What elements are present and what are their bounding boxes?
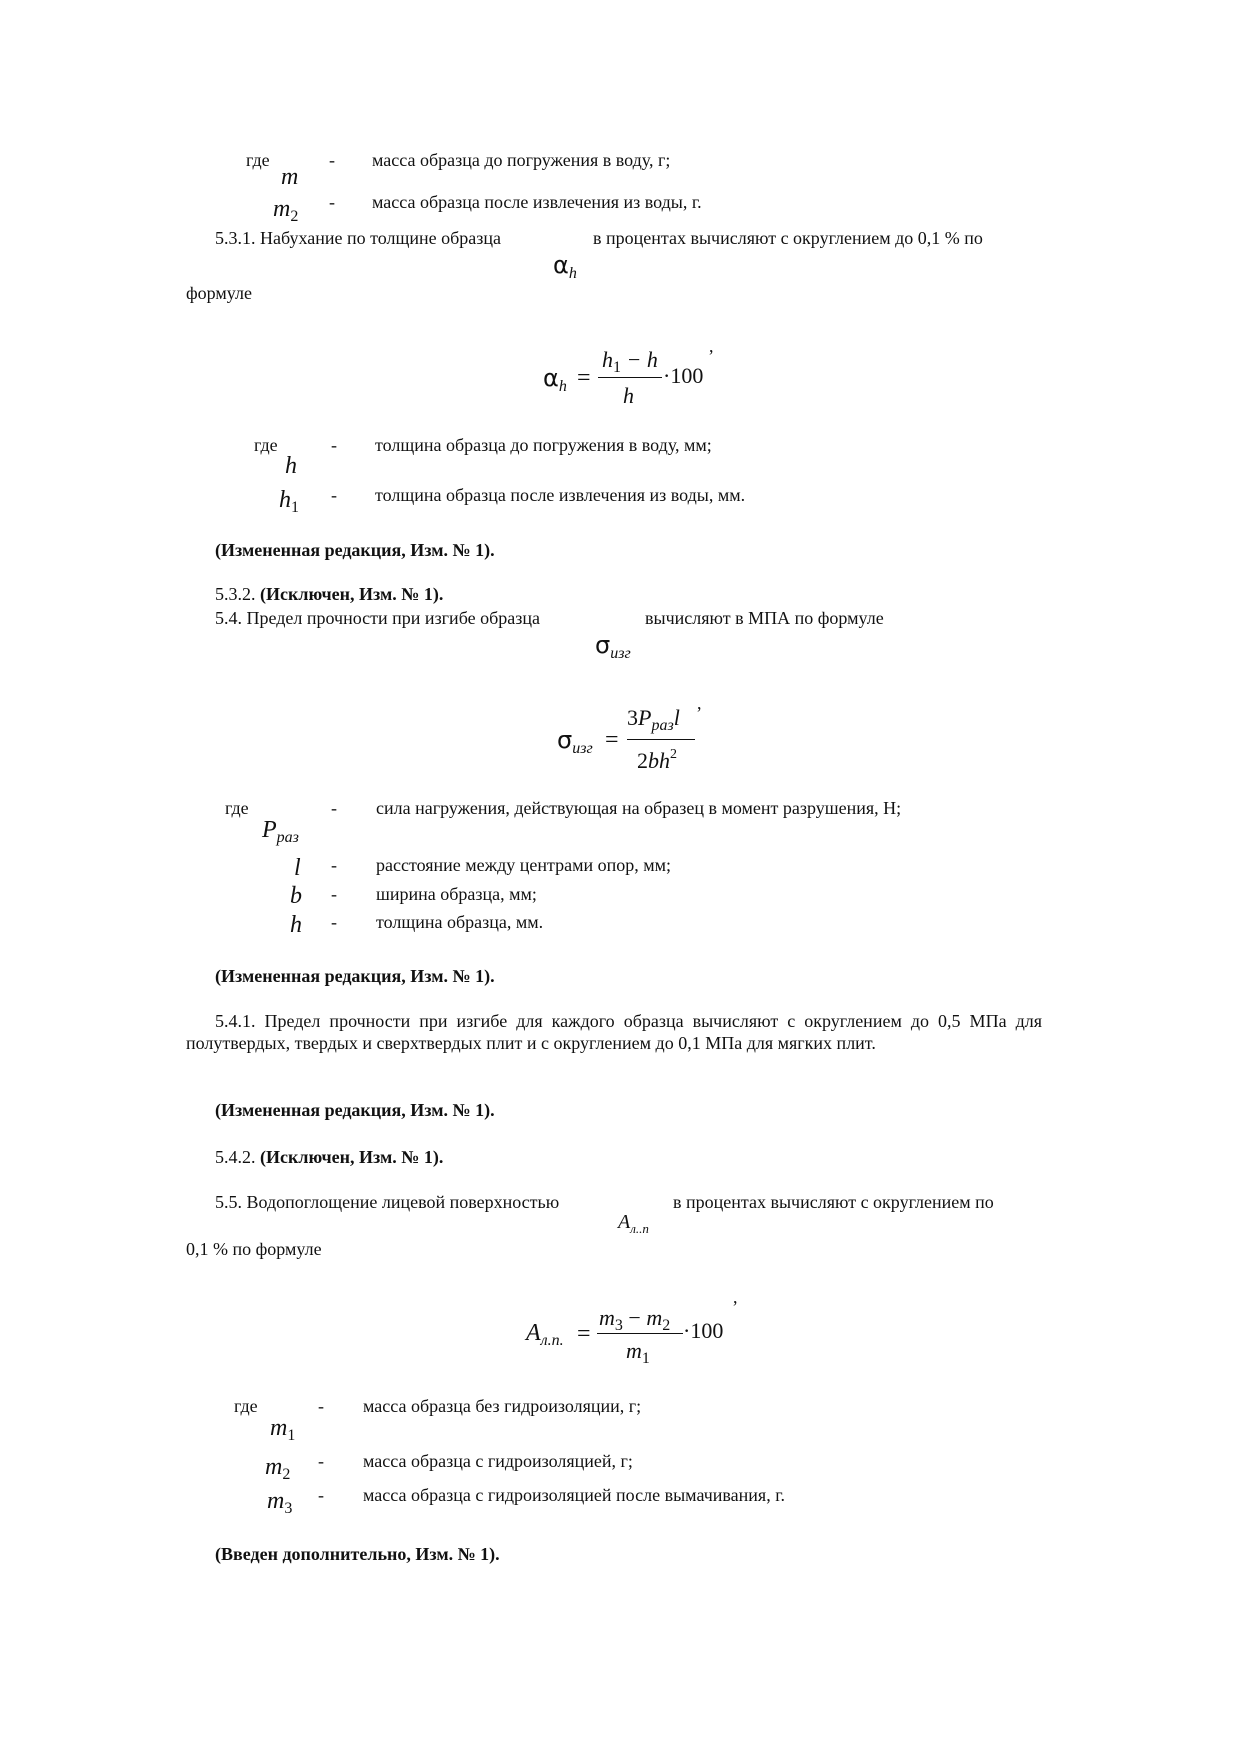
symbol-sigma-bend: σизг bbox=[595, 631, 631, 662]
formula-a-denominator: $m_1$ bbox=[626, 1338, 650, 1367]
formula-sigma-denominator: $2bh^2$ bbox=[637, 747, 677, 773]
formula-alpha-denominator: h bbox=[623, 383, 634, 408]
dash: - bbox=[331, 435, 337, 455]
equals-sign: = bbox=[605, 727, 619, 753]
symbol-m2: $m_2$ bbox=[265, 1454, 291, 1483]
amendment-note: (Измененная редакция, Изм. № 1). bbox=[215, 540, 495, 560]
definition-m2: масса образца после извлечения из воды, г. bbox=[372, 192, 702, 212]
formula-sigma-lhs: σизг bbox=[557, 726, 593, 757]
symbol-h: h bbox=[290, 912, 302, 938]
symbol-l: l bbox=[294, 855, 301, 881]
comma: , bbox=[709, 336, 714, 356]
amendment-note: (Измененная редакция, Изм. № 1). bbox=[215, 1100, 495, 1120]
definition-h: толщина образца, мм. bbox=[376, 912, 544, 932]
dash: - bbox=[318, 1396, 324, 1416]
formula-alpha-numerator: $h_1 - h$ bbox=[602, 347, 658, 376]
amendment-note: (Введен дополнительно, Изм. № 1). bbox=[215, 1544, 500, 1564]
definition-m3: масса образца с гидроизоляцией после вымачивания, г. bbox=[363, 1485, 786, 1505]
dash: - bbox=[331, 912, 337, 932]
formula-sigma-numerator: $3P_{раз}l$ bbox=[627, 705, 680, 734]
definition-p: сила нагружения, действующая на образец в момент разрушения, Н; bbox=[376, 798, 902, 818]
paragraph-5-5-start: 5.5. Водопоглощение лицевой поверхностью bbox=[215, 1192, 560, 1212]
paragraph-5-4-end: вычисляют в МПА по формуле bbox=[645, 608, 884, 628]
formula-a-lhs: $A_{л.п.}$ bbox=[526, 1320, 564, 1349]
where-label: где bbox=[246, 150, 270, 170]
symbol-m2: $m_2$ bbox=[273, 196, 299, 225]
paragraph-5-5-end: в процентах вычисляют с округлением по bbox=[673, 1192, 994, 1212]
dash: - bbox=[331, 798, 337, 818]
paragraph-5-4-2: 5.4.2. (Исключен, Изм. № 1). bbox=[215, 1147, 444, 1167]
dash: - bbox=[329, 192, 335, 212]
symbol-alpha-h: αh bbox=[553, 251, 577, 282]
paragraph-5-4-start: 5.4. Предел прочности при изгибе образца bbox=[215, 608, 540, 628]
paragraph-5-4-1: 5.4.1. Предел прочности при изгибе для каждого образца вычисляют с округлением до 0,5 МПа для полутвердых, твердых и сверхтвердых плит и с округлением до 0,1 МПа для мягких плит. bbox=[186, 1011, 1042, 1053]
definition-m2: масса образца с гидроизоляцией, г; bbox=[363, 1451, 633, 1471]
dash: - bbox=[318, 1451, 324, 1471]
symbol-b: b bbox=[290, 883, 302, 909]
formula-a-numerator: $m_3 - m_2$ bbox=[599, 1305, 671, 1334]
amendment-note: (Измененная редакция, Изм. № 1). bbox=[215, 966, 495, 986]
paragraph-5-3-2: 5.3.2. (Исключен, Изм. № 1). bbox=[215, 584, 444, 604]
where-label: где bbox=[225, 798, 249, 818]
paragraph-5-3-1-cont: формуле bbox=[186, 283, 252, 303]
definition-b: ширина образца, мм; bbox=[376, 884, 537, 904]
symbol-p-break: $P_{раз}$ bbox=[262, 817, 299, 846]
where-label: где bbox=[254, 435, 278, 455]
dash: - bbox=[331, 855, 337, 875]
symbol-m3: $m_3$ bbox=[267, 1488, 293, 1517]
equals-sign: = bbox=[577, 1321, 591, 1347]
paragraph-5-3-1-start: 5.3.1. Набухание по толщине образца bbox=[215, 228, 501, 248]
definition-h1: толщина образца после извлечения из воды, мм. bbox=[375, 485, 746, 505]
definition-h: толщина образца до погружения в воду, мм; bbox=[375, 435, 712, 455]
fraction-bar bbox=[627, 739, 695, 740]
formula-alpha-lhs: αh bbox=[543, 364, 567, 395]
symbol-a-face: $A_{л..п}$ bbox=[618, 1211, 649, 1236]
symbol-m: m bbox=[281, 164, 299, 190]
definition-m1: масса образца без гидроизоляции, г; bbox=[363, 1396, 642, 1416]
formula-a-factor: ·100 bbox=[683, 1318, 724, 1343]
comma: , bbox=[697, 693, 702, 713]
fraction-bar bbox=[598, 377, 662, 378]
symbol-m1: $m_1$ bbox=[270, 1415, 296, 1444]
comma: , bbox=[733, 1287, 738, 1307]
dash: - bbox=[331, 485, 337, 505]
formula-alpha-factor: ·100 bbox=[663, 363, 704, 388]
symbol-h: h bbox=[285, 453, 297, 479]
dash: - bbox=[331, 884, 337, 904]
paragraph-5-5-cont: 0,1 % по формуле bbox=[186, 1239, 322, 1259]
dash: - bbox=[329, 150, 335, 170]
equals-sign: = bbox=[577, 365, 591, 391]
where-label: где bbox=[234, 1396, 258, 1416]
definition-l: расстояние между центрами опор, мм; bbox=[376, 855, 672, 875]
fraction-bar bbox=[597, 1333, 683, 1334]
symbol-h1: $h_1$ bbox=[279, 487, 299, 516]
paragraph-5-3-1-end: в процентах вычисляют с округлением до 0,1 % по bbox=[593, 228, 983, 248]
dash: - bbox=[318, 1485, 324, 1505]
definition-m: масса образца до погружения в воду, г; bbox=[372, 150, 671, 170]
